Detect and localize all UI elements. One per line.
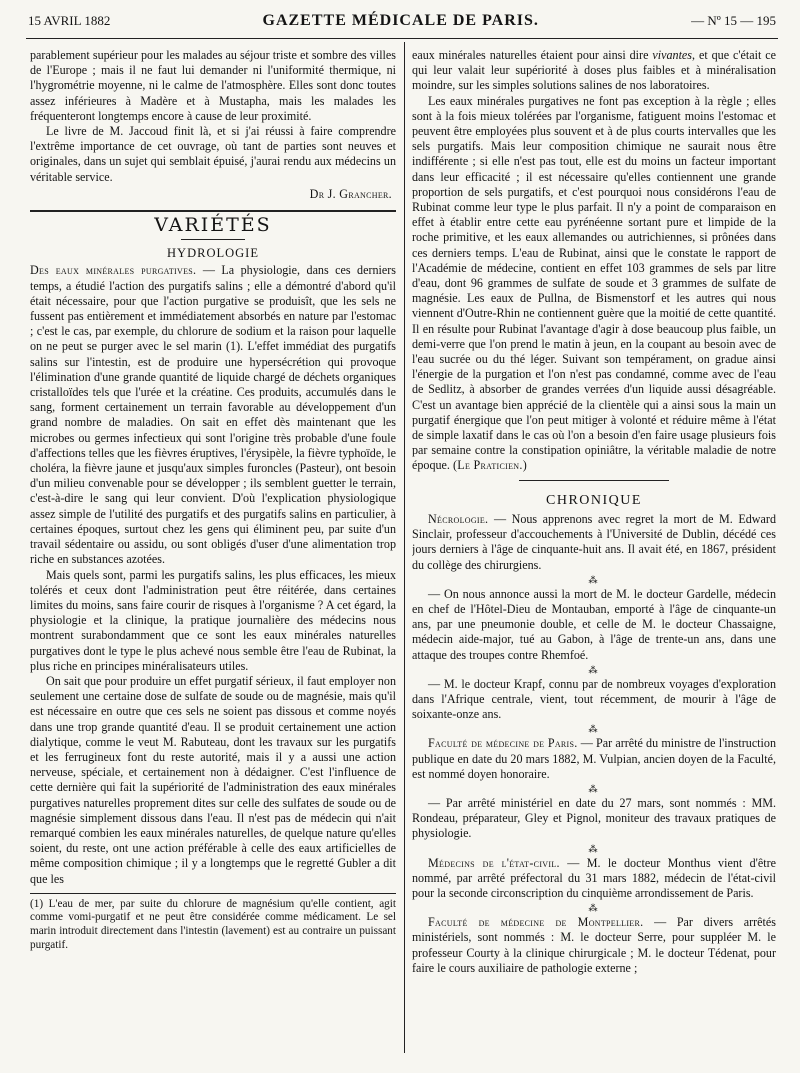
section-title-chronique: CHRONIQUE [546, 492, 642, 508]
page-header [28, 12, 776, 36]
article-continuation: parablement supérieur pour les malades au séjour triste et sombre des villes de l'Europe ; mais il ne faut lui demander ni l'uniformité thermique, ni l'hygrométrie moyenne, ni le calme de l'atmosphère. Elles sont donc toutes assez inférieures à Madère et à Mustapha, mais les malades les fréquenteront longtemps encore à cause de leur proximité. [30, 48, 396, 123]
asterism-divider: ⁂ [588, 843, 600, 854]
header-page-number: — Nº 15 — 195 [691, 13, 776, 28]
footnote-rule [30, 893, 396, 894]
continuation-text-end: , et que c'était ce qui leur valait leur supériorité à doses plus faibles et à minéralisation moindre, sur les simples solutions salines de nos laboratoires. [412, 48, 776, 93]
item-body: — Par arrêté du ministre de l'instruction publique en date du 20 mars 1882, M. Vulpian, ancien doyen de la Faculté, est nommé doyen honoraire. [412, 736, 776, 781]
asterism-divider: ⁂ [588, 903, 600, 914]
paragraph-purgatifs-salins: Mais quels sont, parmi les purgatifs salins, les plus efficaces, les mieux tolérés et ceux dont l'administration peut être réitérée, dans certaines limites du moins, sans faire courir de risques à l'organisme ? A cet égard, la physiologie et la clinique, la pratique journalière des médecins nous montrent surabondamment que ce sont les eaux minérales naturelles purgatives dont le type le plus achevé nous semble être l'eau de Rubinat, la plus riche en principes minéralisateurs utiles. [30, 567, 396, 673]
left-column [30, 48, 396, 1063]
item-body: — Par divers arrêtés ministériels, sont nommés : M. le docteur Serre, pour suppléer M. le professeur Courty à la clinique chirurgicale ; M. le docteur Tédenat, pour faire le cours auxiliaire de pathologie externe ; [412, 915, 776, 975]
item-lead: Médecins de l'état-civil. [428, 855, 560, 870]
item-body: — Nous apprenons avec regret la mort de M. Edward Sinclair, professeur d'accouchements à l'Université de Dublin, décédé ces jours derniers à l'âge de cinquante-huit ans. Il avait été, en 1867, président du collège des chirurgiens. [412, 511, 776, 572]
asterism-divider: ⁂ [588, 783, 600, 794]
asterism-divider: ⁂ [588, 724, 600, 735]
paragraph-body: — La physiologie, dans ces derniers temps, a étudié l'action des purgatifs salins ; elle a démontré d'abord qu'il était nécessaire, pour que l'action purgative se produisît, que les sels ne fussent pas entièrement et immédiatement absorbés en nature par l'estomac ; c'est le cas, par exemple, du chlorure de sodium et la raison pour laquelle on ne peut se purger avec le sel marin (1). L'effet immédiat des purgatifs salins sur l'intestin, est de produire une hypersécrétion qui provoque l'élimination d'une grande quantité de liquide chargé de déchets organiques cristalloïdes tels que l'urée et la créatine. Ces produits, accumulés dans le sang, forment certainement un terrain favorable au développement d'un grand nombre de maladies. On sait en effet dès maintenant que les microbes ou germes infectieux qui sont l'origine très probable d'une foule d'affections telles que les fièvres éruptives, l'érysipèle, la fièvre typhoïde, le choléra, la fièvre jaune et jusqu'aux simples furoncles (Pasteur), ont besoin d'un milieu convenable pour se développer ; ils semblent guetter le terrain, c'est-à-dire le sang qui leur convient. D'où l'explication physiologique assez simple de l'utilité des purgatifs et des purgatifs salins en particulier, à certaines époques, surtout chez les gens qui éliminent peu, par suite d'un travail sédentaire ou assidu, ou sont obligés d'user d'une alimentation trop riche en substances azotées. [30, 263, 396, 567]
item-montpellier [412, 915, 776, 976]
item-lead: Nécrologie. [428, 511, 489, 526]
item-lead: Faculté de médecine de Montpellier. [428, 915, 644, 930]
continuation-italic: vivantes [652, 48, 692, 62]
paragraph-lead: Des eaux minérales purgatives. [30, 263, 197, 278]
item-body: — M. le docteur Monthus vient d'être nommé, par arrêté préfectoral du 31 mars 1882, médecin de l'état-civil pour la seconde circonscription du cinquième arrondissement de Paris. [412, 855, 776, 900]
asterism-divider: ⁂ [588, 664, 600, 675]
article-signature: Dr J. Grancher. [309, 186, 392, 201]
header-date: 15 AVRIL 1882 [28, 13, 111, 28]
section-rule [30, 210, 396, 212]
section-title-varietes: VARIÉTÉS [154, 214, 272, 237]
paragraph-exception-body: Les eaux minérales purgatives ne font pas exception à la règle ; elles sont à la fois mieux tolérées par l'organisme, fatiguent moins l'estomac et peuvent être employées plus souvent et à de plus courts intervalles que les sels purgatifs. Mais leur composition chimique ne saurait nous être indifférente ; si elle n'est pas tout, elle est du moins un facteur important dans leur efficacité ; il est nécessaire qu'elles contiennent une grande proportion de sels purgatifs, et c'est pourquoi nous considérons l'eau de Rubinat comme leur type le plus parfait. Il n'y a point de comparaison en effet à établir entre cette eau pyrénéenne sortant pure et limpide de la roche primitive, et les eaux allemandes ou autrichiennes, si prônées dans ces derniers temps. L'eau de Rubinat, ainsi que le constate le rapport de l'Académie de médecine, contient en effet 103 grammes de sels par litre d'eau, dont 96 grammes de sulfate de soude et 3 grammes de sulfate de magnésie. Les eaux de Pullna, de Bismenstorf et les autres qui nous viennent d'Outre-Rhin ne contiennent guère que la moitié de cette quantité. Il en résulte pour Rubinat l'avantage d'agir à dose beaucoup plus faible, un demi-verre que l'on prend le matin à jeun, en la coupant au besoin avec de l'eau sucrée ou du thé léger. Suivant son tempérament, on gradue ainsi l'énergie de la purgation et l'on n'est pas condamné, comme avec de l'eau de Sedlitz, à absorber de grandes verrées d'un liquide aussi désagréable. C'est un avantage bien apprécié de la clientèle qui a ainsi sous la main un purgatif énergique que l'on peut mitiger à volonté et réduire même à l'état de simple laxatif dans le cas où l'on a besoin d'en faire usage plusieurs fois par semaine contre la constipation opiniâtre, la véritable maladie de notre époque. [412, 93, 776, 473]
item-faculte-paris [412, 736, 776, 782]
paragraph-effet-purgatif: On sait que pour produire un effet purgatif sérieux, il faut employer non seulement une certaine dose de sulfate de soude ou de magnésie, mais qu'il est nécessaire en outre que ces sels ne soient pas dissous et comme noyés dans une trop grande quantité d'eau. Il se produit certainement une action dialytique, comme le veut M. Rabuteau, dont les travaux sur les purgatifs et les ferrugineux font du reste autorité, mais il y a aussi une action nerveuse, spéciale, et certainement non à dédaigner. C'est l'influence de cette dernière qui fait la supériorité de l'administration des eaux minérales purgatives naturelles proprement dites sur celle des sulfates de soude ou de magnésie simplement dissous dans l'eau. Il n'est pas de médecin qui n'ait remarqué combien les eaux minérales naturelles, de quelque nature qu'elles soient, du reste, ont une action préférable à celle des eaux artificielles de même composition chimique ; il y a longtemps que le regretté Gubler a dit que les [30, 673, 396, 886]
item-lead: Faculté de médecine de Paris. [428, 736, 578, 751]
header-rule [26, 38, 778, 39]
article-continuation-right [412, 48, 776, 94]
item-gardelle: — On nous annonce aussi la mort de M. le docteur Gardelle, médecin en chef de l'Hôtel-Dieu de Montauban, emporté à l'âge de cinquante-un ans, par une pneumonie double, et celle de M. le docteur Chassaigne, médecin aide-major, tué au Gabon, à l'âge de trente-un ans, dans une attaque des troupes contre Rhemfoé. [412, 586, 776, 662]
right-column [412, 48, 776, 1063]
article-conclusion: Le livre de M. Jaccoud finit là, et si j'ai réussi à faire comprendre l'extrême importance de cet ouvrage, où tant de parties sont neuves et originales, dans un sujet qui semblait épuisé, j'aurai rendu aux médecins un véritable service. [30, 124, 396, 184]
footnote: (1) L'eau de mer, par suite du chlorure de magnésium qu'elle contient, agit comme vomi-purgatif et ne peut être considérée comme médicament. Le sel marin introduit directement dans l'intestin (lavement) est au contraire un puissant purgatif. [30, 897, 396, 951]
header-title: GAZETTE MÉDICALE DE PARIS. [262, 12, 539, 29]
item-etat-civil [412, 856, 776, 902]
subsection-title-hydrologie: HYDROLOGIE [167, 246, 259, 261]
paragraph-exception [412, 94, 776, 474]
column-divider [404, 42, 405, 1053]
paragraph-eaux-minerales [30, 263, 396, 567]
item-arrete-27-mars: — Par arrêté ministériel en date du 27 mars, sont nommés : MM. Rondeau, préparateur, Gley et Pignol, moniteur des travaux pratiques de physiologie. [412, 795, 776, 841]
asterism-divider: ⁂ [588, 574, 600, 585]
section-title-underline [181, 239, 245, 240]
item-necrologie [412, 512, 776, 573]
source-citation: (Le Praticien.) [452, 458, 528, 473]
chronique-rule [519, 480, 669, 481]
continuation-text: eaux minérales naturelles étaient pour ainsi dire [412, 48, 653, 62]
item-krapf: — M. le docteur Krapf, connu par de nombreux voyages d'exploration dans l'Afrique centrale, vient, tout récemment, de mourir à l'âge de soixante-onze ans. [412, 676, 776, 722]
